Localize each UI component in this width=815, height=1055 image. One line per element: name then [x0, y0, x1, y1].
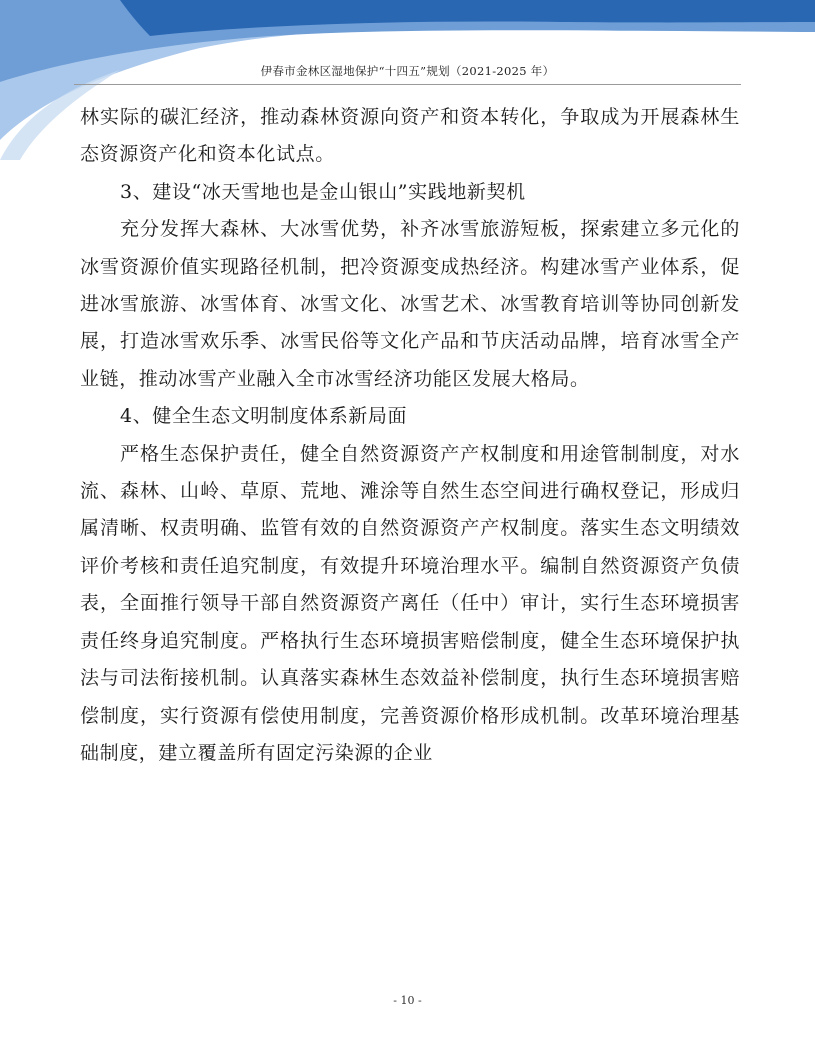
section-heading-4: 4、健全生态文明制度体系新局面: [120, 405, 408, 428]
running-header-title: 伊春市金林区湿地保护“十四五”规划（2021-2025 年）: [260, 64, 555, 78]
paragraph-eco-civilization: 严格生态保护责任，健全自然资源资产产权制度和用途管制制度，对水流、森林、山岭、草原、荒地、滩涂等自然生态空间进行确权登记，形成归属清晰、权责明确、监管有效的自然资源资产产权制度。落实生态文明绩效评价考核和责任追究制度，有效提升环境治理水平。编制自然资源资产负债表，全面推行领导干部自然资源资产离任（任中）审计，实行生态环境损害责任终身追究制度。严格执行生态环境损害赔偿制度，健全生态环境保护执法与司法衔接机制。认真落实森林生态效益补偿制度，执行生态环境损害赔偿制度，实行资源有偿使用制度，完善资源价格形成机制。改革环境治理基础制度，建立覆盖所有固定污染源的企业: [80, 442, 740, 764]
document-body: [80, 99, 740, 772]
paragraph-continuation: 林实际的碳汇经济，推动森林资源向资产和资本转化，争取成为开展森林生态资源资产化和资本化试点。: [80, 106, 740, 166]
header-divider: [74, 84, 741, 85]
paragraph-ice-snow: 充分发挥大森林、大冰雪优势，补齐冰雪旅游短板，探索建立多元化的冰雪资源价值实现路径机制，把冷资源变成热经济。构建冰雪产业体系，促进冰雪旅游、冰雪体育、冰雪文化、冰雪艺术、冰雪教育培训等协同创新发展，打造冰雪欢乐季、冰雪民俗等文化产品和节庆活动品牌，培育冰雪全产业链，推动冰雪产业融入全市冰雪经济功能区发展大格局。: [80, 218, 740, 390]
section-heading-3: 3、建设“冰天雪地也是金山银山”实践地新契机: [120, 180, 526, 203]
page-number: - 10 -: [393, 994, 422, 1007]
